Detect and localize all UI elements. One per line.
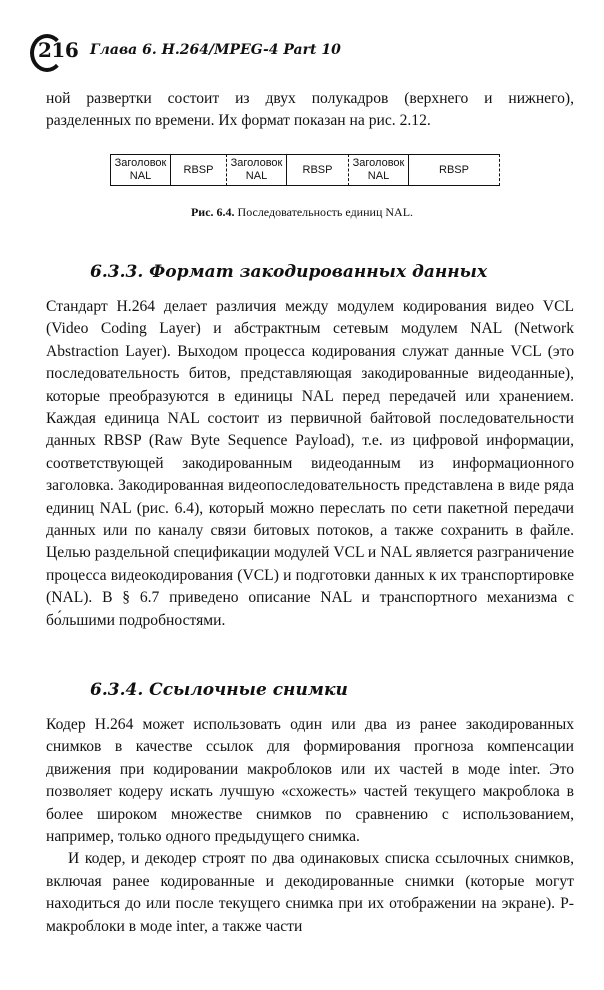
nal-header-line1: Заголовок: [114, 157, 167, 169]
paragraph: И кодер, и декодер строят по два одинаковых списка ссылочных снимков, включая ранее кодированные и декодированные снимки (которые могут находиться до или после текущего снимка при их отображении на экране). P-макроблоки в моде inter, а также части: [46, 850, 574, 935]
nal-header-cell: [348, 154, 408, 186]
section-6-3-4-body: [46, 714, 574, 938]
rbsp-cell: [170, 154, 226, 186]
nal-unit-row: [110, 154, 502, 186]
page-number: 216: [38, 38, 79, 62]
nal-header-cell: [226, 154, 286, 186]
rbsp-label: RBSP: [302, 163, 333, 176]
section-6-3-3-body: [46, 296, 574, 632]
intro-text: [46, 88, 574, 133]
nal-sequence-figure: [110, 154, 502, 188]
intro-line: ной развертки состоит из двух полукадров (верхнего и нижнего),: [46, 90, 574, 107]
nal-header-cell: [110, 154, 170, 186]
nal-header-line2: NAL: [367, 170, 390, 182]
caption-text: Последовательность единиц NAL.: [237, 205, 414, 219]
rbsp-label: RBSP: [183, 163, 214, 176]
intro-line: разделенных по времени. Их формат показан на рис. 2.12.: [46, 112, 431, 130]
rbsp-label: RBSP: [439, 163, 469, 176]
nal-header-line1: Заголовок: [230, 157, 283, 169]
rbsp-cell: [408, 154, 500, 186]
paragraph: Стандарт H.264 делает различия между модулем кодирования видео VCL (Video Coding Layer) и абстрактным сетевым модулем NAL (Network Abstraction Layer). Выходом процесса кодирования служат данные VCL (это последовательность битов, представляющая закодированные видеоданные), которые преобразуются в единицы NAL перед передачей или хранением. Каждая единица NAL состоит из первичной байтовой последовательности данных RBSP (Raw Byte Sequence Payload), т.е. из цифровой информации, соответствующей закодированным видеоданным из информационного заголовка. Закодированная видеопоследовательность представлена в виде ряда единиц NAL (рис. 6.4), который можно переслать по сети пакетной передачи данных или по каналу связи битовых потоков, а также сохранить в файле. Целью раздельной спецификации модулей VCL и NAL является разграничение процесса видеокодирования (VCL) и подготовки данных к их транспортировке (NAL). В § 6.7 приведено описание NAL и транспортного механизма с бо́льшими подробностями.: [46, 298, 574, 629]
paragraph: Кодер H.264 может использовать один или два из ранее закодированных снимков в качестве ссылок для формирования прогноза компенсации движения при кодировании макроблоков или их частей в моде inter. Это позволяет кодеру искать лучшую «схожесть» частей текущего макроблока в более широком множестве снимков по сравнению с использованием, например, только одного предыдущего снимка.: [46, 716, 574, 846]
nal-header-line1: Заголовок: [352, 157, 405, 169]
running-head: [30, 34, 590, 74]
nal-header-line2: NAL: [245, 170, 268, 182]
caption-number: Рис. 6.4.: [190, 205, 235, 219]
section-heading-6-3-4: 6.3.4. Ссылочные снимки: [90, 680, 348, 700]
section-heading-6-3-3: 6.3.3. Формат закодированных данных: [90, 262, 488, 282]
figure-caption: [0, 205, 604, 220]
nal-header-line2: NAL: [129, 170, 152, 182]
rbsp-cell: [286, 154, 348, 186]
chapter-title: Глава 6. H.264/MPEG-4 Part 10: [90, 42, 341, 58]
